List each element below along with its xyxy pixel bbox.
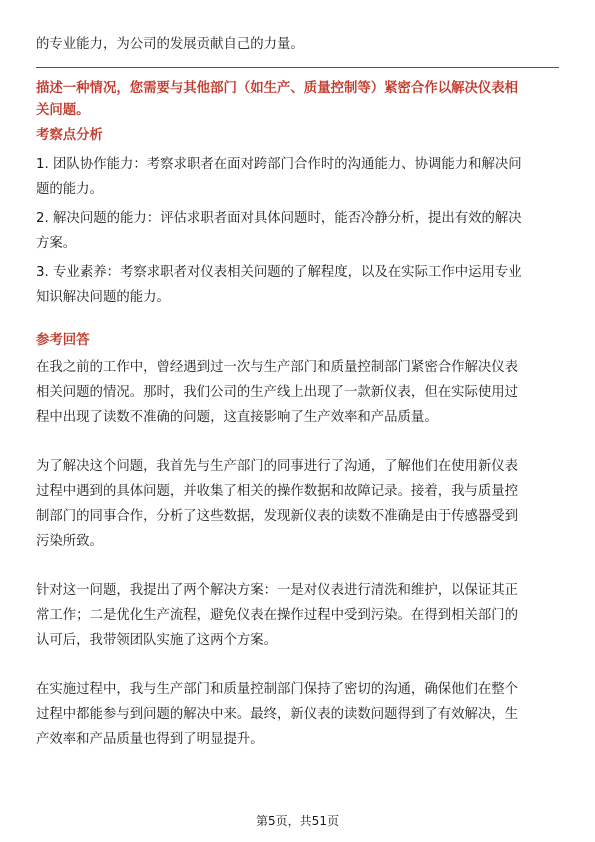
answer-paragraph (36, 355, 559, 430)
analysis-point (36, 152, 559, 202)
answer-line: 常工作；二是优化生产流程，避免仪表在操作过程中受到污染。在得到相关部门的 (36, 608, 519, 623)
point-line: 题的能力。 (36, 182, 103, 197)
answer-line: 制部门的同事合作，分析了这些数据，发现新仪表的读数不准确是由于传感器受到 (36, 509, 519, 524)
answer-line: 在我之前的工作中，曾经遇到过一次与生产部门和质量控制部门紧密合作解决仪表 (36, 360, 519, 375)
analysis-point (36, 260, 559, 310)
answer-line: 相关问题的情况。那时，我们公司的生产线上出现了一款新仪表，但在实际使用过 (36, 385, 519, 400)
section-divider (36, 67, 559, 68)
analysis-heading: 考察点分析 (36, 128, 103, 143)
point-line: 方案。 (36, 236, 77, 251)
point-line: 1. 团队协作能力：考察求职者在面对跨部门合作时的沟通能力、协调能力和解决问 (36, 157, 522, 172)
question-line: 描述一种情况，您需要与其他部门（如生产、质量控制等）紧密合作以解决仪表相 (36, 81, 519, 96)
intro-text: 的专业能力，为公司的发展贡献自己的力量。 (36, 37, 304, 52)
point-line: 3. 专业素养：考察求职者对仪表相关问题的了解程度，以及在实际工作中运用专业 (36, 265, 522, 280)
point-line: 2. 解决问题的能力：评估求职者面对具体问题时，能否冷静分析，提出有效的解决 (36, 211, 522, 226)
answer-paragraph (36, 454, 559, 554)
answer-line: 程中出现了读数不准确的问题，这直接影响了生产效率和产品质量。 (36, 410, 438, 425)
analysis-points (36, 152, 559, 314)
answer-line: 针对这一问题，我提出了两个解决方案：一是对仪表进行清洗和维护，以保证其正 (36, 583, 519, 598)
answer-line: 污染所致。 (36, 534, 103, 549)
answer-line: 为了解决这个问题，我首先与生产部门的同事进行了沟通，了解他们在使用新仪表 (36, 459, 519, 474)
question-block (36, 78, 559, 122)
answer-paragraph (36, 677, 559, 752)
answer-line: 产效率和产品质量也得到了明显提升。 (36, 732, 264, 747)
page-number: 第5页，共51页 (256, 814, 339, 828)
question-line: 关问题。 (36, 103, 90, 118)
reference-answer (36, 355, 559, 776)
answer-paragraph (36, 578, 559, 653)
answer-line: 认可后，我带领团队实施了这两个方案。 (36, 633, 278, 648)
answer-line: 在实施过程中，我与生产部门和质量控制部门保持了密切的沟通，确保他们在整个 (36, 682, 519, 697)
point-line: 知识解决问题的能力。 (36, 290, 170, 305)
reference-heading: 参考回答 (36, 333, 90, 348)
answer-line: 过程中都能参与到问题的解决中来。最终，新仪表的读数问题得到了有效解决，生 (36, 707, 519, 722)
answer-line: 过程中遇到的具体问题，并收集了相关的操作数据和故障记录。接着，我与质量控 (36, 484, 519, 499)
analysis-point (36, 206, 559, 256)
